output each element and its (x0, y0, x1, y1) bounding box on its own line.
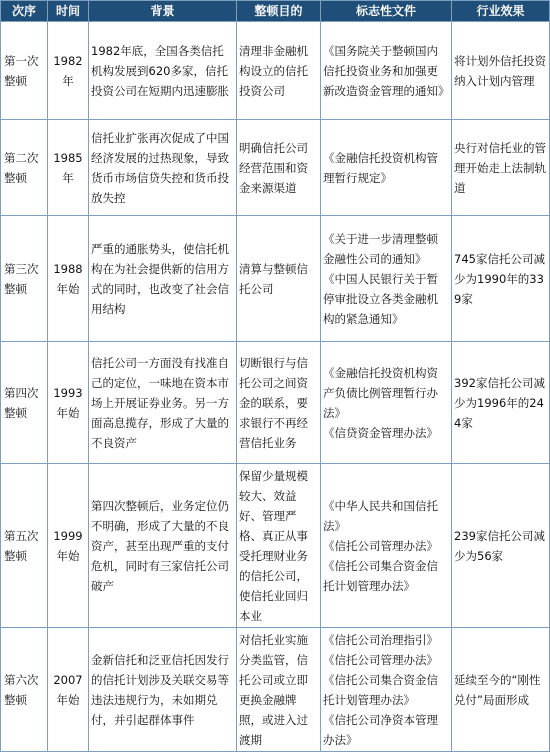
header-row (1, 1, 550, 22)
row-purpose-cell: 清理非金融机构设立的信托投资公司 (237, 22, 321, 120)
document-title: 《关于进一步清理整顿金融性公司的通知》 (323, 231, 438, 266)
document-title: 《中华人民共和国信托法》 (323, 498, 438, 533)
row-documents-cell (321, 120, 452, 216)
row-index-cell: 第二次整顿 (1, 120, 48, 216)
header-cell-effect: 行业效果 (452, 1, 550, 22)
row-index-cell: 第四次整顿 (1, 342, 48, 464)
document-title: 《信托公司净资本管理办法》 (323, 712, 438, 747)
row-year-cell: 1985年 (48, 120, 89, 216)
row-effect-cell: 392家信托公司减少为1996年的244家 (452, 342, 550, 464)
row-effect-cell: 延续至今的“刚性兑付”局面形成 (452, 628, 550, 752)
header-cell-background: 背景 (89, 1, 237, 22)
header-cell-purpose: 整顿目的 (237, 1, 321, 22)
row-effect-cell: 745家信托公司减少为1990年的339家 (452, 216, 550, 342)
row-year-cell: 1999年始 (48, 464, 89, 628)
header-cell-index: 次序 (1, 1, 48, 22)
row-documents-cell (321, 22, 452, 120)
row-background-cell: 1982年底，全国各类信托机构发展到620多家，信托投资公司在短期内迅速膨胀 (89, 22, 237, 120)
row-background-cell: 信托公司一方面没有找准自己的定位，一味地在资本市场上开展证券业务。另一方面高息揽存，形成了大量的不良资产 (89, 342, 237, 464)
document-title: 《金融信托投资机构资产负债比例管理暂行办法》 (323, 365, 438, 420)
row-year-cell: 1982年 (48, 22, 89, 120)
row-index-cell: 第一次整顿 (1, 22, 48, 120)
row-purpose-cell: 切断银行与信托公司之间资金的联系，要求银行不再经营信托业务 (237, 342, 321, 464)
document-title: 《国务院关于整顿国内信托投资业务和加强更新改造资金管理的通知》 (323, 43, 450, 98)
row-effect-cell: 将计划外信托投资纳入计划内管理 (452, 22, 550, 120)
row-index-cell: 第六次整顿 (1, 628, 48, 752)
row-index-cell: 第三次整顿 (1, 216, 48, 342)
row-background-cell: 信托业扩张再次促成了中国经济发展的过热现象，导致货币市场信贷失控和货币投放失控 (89, 120, 237, 216)
row-background-cell: 金新信托和泛亚信托因发行的信托计划涉及关联交易等违法违规行为，未如期兑付，并引起群体事件 (89, 628, 237, 752)
row-year-cell: 1993年始 (48, 342, 89, 464)
document-title: 《信贷资金管理办法》 (323, 425, 438, 440)
row-documents-cell (321, 216, 452, 342)
table-row (1, 22, 550, 120)
document-title: 《信托公司集合资金信托计划管理办法》 (323, 672, 438, 707)
row-documents-cell (321, 342, 452, 464)
table-row (1, 120, 550, 216)
row-purpose-cell: 保留少量规模较大、效益好、管理严格、真正从事受托理财业务的信托公司，使信托业回归本业 (237, 464, 321, 628)
header-cell-year: 时间 (48, 1, 89, 22)
row-effect-cell: 239家信托公司减少为56家 (452, 464, 550, 628)
row-purpose-cell: 明确信托公司经营范围和资金来源渠道 (237, 120, 321, 216)
row-year-cell: 1988年始 (48, 216, 89, 342)
document-title: 《信托公司治理指引》 (323, 632, 438, 647)
table-row (1, 342, 550, 464)
row-index-cell: 第五次整顿 (1, 464, 48, 628)
table-row (1, 464, 550, 628)
document-title: 《信托公司管理办法》 (323, 652, 438, 667)
table-row (1, 216, 550, 342)
row-background-cell: 严重的通胀势头，使信托机构在为社会提供新的信用方式的同时，也改变了社会信用结构 (89, 216, 237, 342)
row-purpose-cell: 对信托业实施分类监管，信托公司或立即更换金融牌照，或进入过渡期 (237, 628, 321, 752)
row-year-cell: 2007年始 (48, 628, 89, 752)
row-purpose-cell: 清算与整顿信托公司 (237, 216, 321, 342)
document-title: 《中国人民银行关于暂停审批设立各类金融机构的紧急通知》 (323, 271, 438, 326)
document-title: 《信托公司管理办法》 (323, 538, 438, 553)
row-documents-cell (321, 464, 452, 628)
document-title: 《金融信托投资机构管理暂行规定》 (323, 150, 438, 185)
row-background-cell: 第四次整顿后，业务定位仍不明确，形成了大量的不良资产，甚至出现严重的支付危机，同时有三家信托公司破产 (89, 464, 237, 628)
document-title: 《信托公司集合资金信托计划管理办法》 (323, 558, 438, 593)
row-effect-cell: 央行对信托业的管理开始走上法制轨道 (452, 120, 550, 216)
header-cell-documents: 标志性文件 (321, 1, 452, 22)
